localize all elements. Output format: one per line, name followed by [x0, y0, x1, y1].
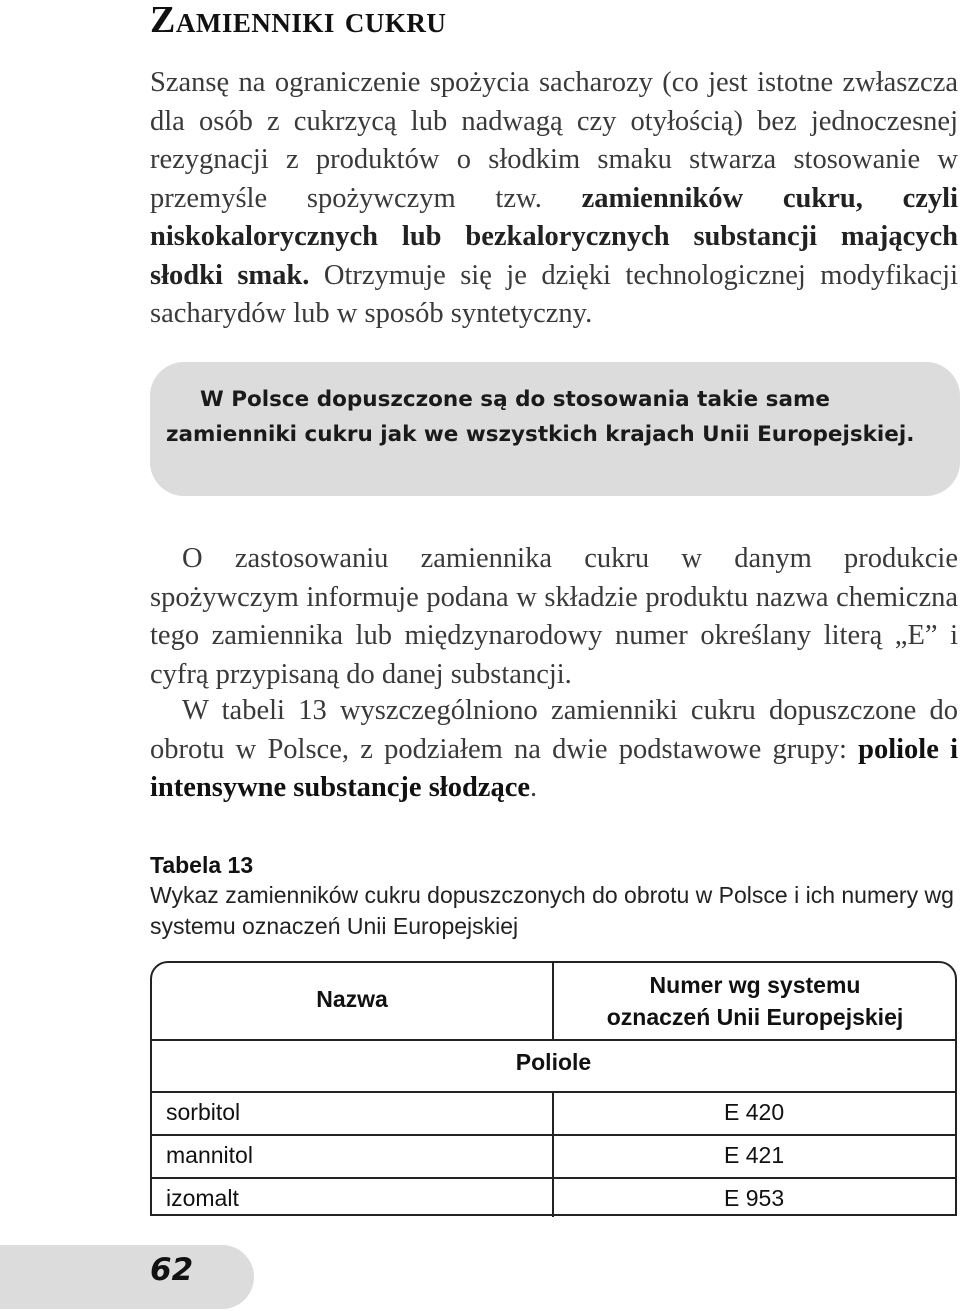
table-row — [152, 1093, 955, 1135]
column-header-number-line2: oznaczeń Unii Europejskiej — [606, 1004, 904, 1030]
section-heading: Zamienniki cukru — [150, 0, 447, 41]
intro-text-start: Szansę na ograniczenie spożycia sacharozy (co jest istotne zwłaszcza dla osób z cukrzycą lub nadwagą czy otyłością) bez jednoczesnej rezygnacji z produktów o słodkim smaku stwarza stosowanie w przemyśle spożywczym tzw. — [150, 67, 958, 214]
column-header-number-line1: Numer wg systemu — [649, 972, 861, 998]
row-name: mannitol — [166, 1142, 253, 1168]
callout-box — [150, 362, 960, 496]
group-label-poliole: Poliole — [515, 1049, 592, 1075]
usage-paragraph: O zastosowaniu zamiennika cukru w danym produkcie spożywczym informuje podana w składzie produktu nazwa chemiczna tego zamiennika lub międzynarodowy numer określany literą „E” i cyfrą przypisaną do danej substancji. — [150, 543, 958, 690]
table-reference-end: . — [530, 772, 538, 803]
groups-bold-text: poliole i intensywne substancje słodzące — [150, 733, 958, 803]
table-reference-text: W tabeli 13 wyszczególniono zamienniki cukru dopuszczone do obrotu w Polsce, z podziałem na dwie podstawowe grupy: — [150, 695, 958, 765]
table-row — [152, 1136, 955, 1178]
intro-text-end: Otrzymuje się je dzięki technologicznej modyfikacji sacharydów lub w sposób syntetyczny. — [150, 259, 959, 329]
column-header-name: Nazwa — [316, 986, 388, 1012]
table-label: Tabela 13 — [150, 852, 254, 878]
row-name: sorbitol — [166, 1099, 241, 1125]
callout-text: W Polsce dopuszczone są do stosowania takie same zamienniki cukru jak we wszystkich krajach Unii Europejskiej. — [166, 387, 915, 447]
row-code: E 420 — [724, 1099, 785, 1125]
page-number: 62 — [150, 1252, 194, 1288]
intro-bold-definition: zamienników cukru, czyli niskokalorycznych lub bezkalorycznych substancji mających słodki smak. — [150, 182, 958, 291]
table-row — [152, 1179, 955, 1221]
intro-paragraph — [150, 64, 958, 334]
row-code: E 953 — [724, 1185, 785, 1211]
column-header-number — [554, 969, 956, 1033]
table-reference-paragraph — [150, 692, 958, 808]
row-name: izomalt — [166, 1185, 239, 1211]
row-code: E 421 — [724, 1142, 785, 1168]
table-caption: Wykaz zamienników cukru dopuszczonych do obrotu w Polsce i ich numery wg systemu oznaczeń Unii Europejskiej — [150, 882, 954, 939]
header-divider — [152, 1039, 955, 1041]
page-number-tab — [0, 1245, 254, 1309]
sweeteners-table — [150, 961, 957, 1216]
